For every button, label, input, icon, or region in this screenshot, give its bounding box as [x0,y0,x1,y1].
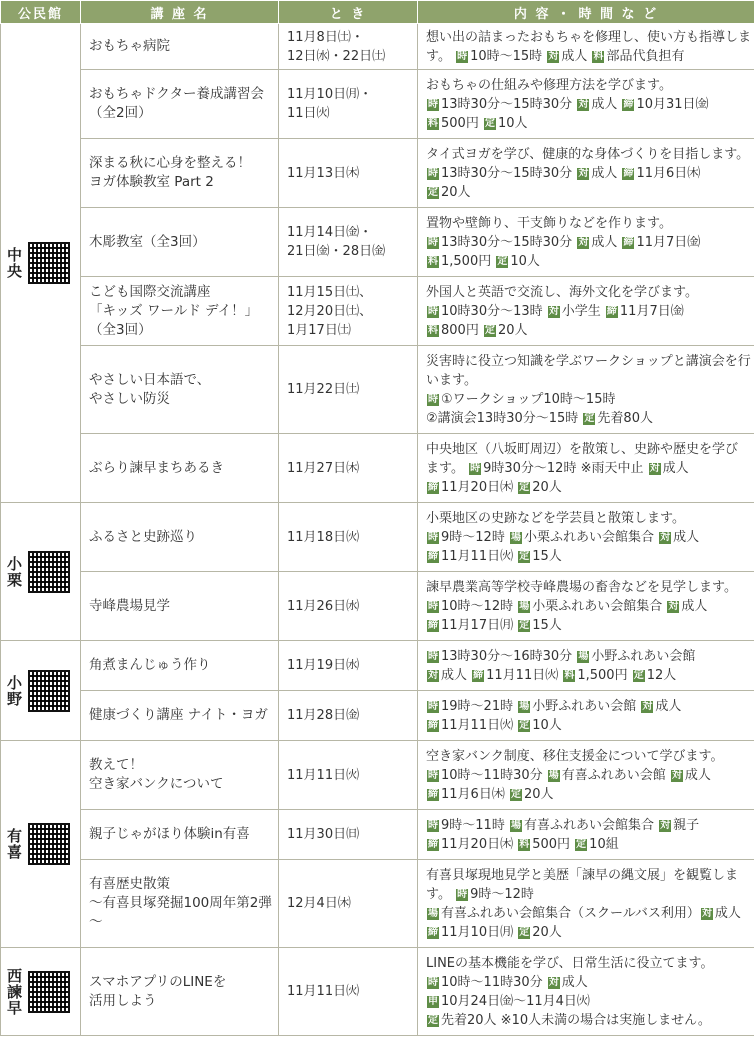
course-details [418,810,754,860]
details-line [426,866,750,885]
details-text: 11月6日㈭ [441,786,509,802]
info-tag-icon: 定 [497,255,508,267]
details-text: 11月11日㈫ [486,667,563,683]
hall-name: 中央 [5,247,23,279]
info-tag-icon: 時 [428,393,438,405]
details-line [426,547,750,566]
qr-code-icon[interactable] [28,823,70,865]
table-row [1,24,754,70]
header-row [1,1,754,24]
details-text: ます。 [426,460,469,476]
table-row [1,741,754,810]
hall-block [5,551,78,593]
details-line [426,992,750,1011]
details-text: 10時～12時 [441,598,518,614]
info-tag-icon: 料 [519,838,530,850]
course-name: ぶらり諫早まちあるき [81,434,279,503]
details-text: 11月6日㈭ [636,165,701,181]
details-line [426,578,750,597]
details-text: 10時～11時30分 [441,974,547,990]
details-line [426,954,750,973]
details-text: 想い出の詰まったおもちゃを修理し、使い方も指導しま [426,29,752,45]
details-line [426,885,750,904]
table-row [1,503,754,572]
info-tag-icon: 対 [642,700,653,712]
hall-cell [1,741,81,948]
details-text: 20人 [441,184,471,200]
table-row [1,810,754,860]
info-tag-icon: 申 [428,995,438,1007]
info-tag-icon: 締 [623,236,634,248]
details-text: 10時30分～13時 [441,303,547,319]
details-line [426,647,750,666]
details-line [426,816,750,835]
course-date: 11月15日㈯、 12月20日㈯、 1月17日㈯ [279,277,418,346]
info-tag-icon: 対 [660,531,671,543]
hall-block [5,670,78,712]
course-name: スマホアプリのLINEを 活用しよう [81,948,279,1036]
details-text: 小野ふれあい会館 [532,698,641,714]
table-row [1,948,754,1036]
course-name: おもちゃドクター養成講習会 （全2回） [81,70,279,139]
course-details [418,641,754,691]
details-line [426,785,750,804]
info-tag-icon: 締 [428,619,438,631]
info-tag-icon: 対 [649,462,660,474]
details-text: す。 [426,886,456,902]
details-text: 成人 [681,598,708,614]
details-text: 20人 [523,786,554,802]
info-tag-icon: 料 [428,117,438,129]
details-line [426,923,750,942]
details-text: 成人 [591,165,622,181]
details-text: す。 [426,48,456,64]
course-details [418,434,754,503]
header-date: と き [279,1,418,24]
details-text: 12人 [646,667,677,683]
details-line [426,302,750,321]
details-line [426,459,750,478]
details-text: 小栗ふれあい会館集合 [532,598,667,614]
course-details [418,24,754,70]
details-text: 11月17日㈪ [441,617,518,633]
table-row [1,346,754,434]
course-name: 教えて！ 空き家バンクについて [81,741,279,810]
details-text: 15人 [532,548,562,564]
info-tag-icon: 定 [510,788,521,800]
details-text: 有喜ふれあい会館集合（スクールバス利用） [441,905,700,921]
course-date: 11月13日㈭ [279,139,418,208]
info-tag-icon: 対 [578,167,589,179]
course-date: 11月11日㈫ [279,948,418,1036]
header-details: 内 容 ・ 時 間 な ど [418,1,754,24]
info-tag-icon: 料 [428,255,438,267]
hall-name: 小栗 [5,555,23,588]
info-tag-icon: 時 [428,769,438,781]
info-tag-icon: 対 [578,236,589,248]
info-tag-icon: 時 [428,98,438,110]
info-tag-icon: 定 [428,1014,438,1026]
details-text: 20人 [497,322,528,338]
info-tag-icon: 時 [428,700,438,712]
course-date: 11月22日㈯ [279,346,418,434]
info-tag-icon: 対 [548,976,559,988]
info-tag-icon: 締 [623,98,634,110]
details-text: 部品代負担有 [606,48,685,64]
details-line [426,352,750,371]
details-line [426,666,750,685]
table-row [1,70,754,139]
qr-code-icon[interactable] [28,242,70,284]
course-name: 健康づくり講座 ナイト・ヨガ [81,691,279,741]
details-line [426,233,750,252]
course-details [418,277,754,346]
info-tag-icon: 場 [510,531,521,543]
details-text: 800円 [441,322,483,338]
course-date: 11月14日㈮・ 21日㈮・28日㈮ [279,208,418,277]
info-tag-icon: 時 [457,888,468,900]
info-tag-icon: 締 [428,838,438,850]
info-tag-icon: 時 [428,167,438,179]
course-date: 11月27日㈭ [279,434,418,503]
course-date: 11月30日㈰ [279,810,418,860]
details-text: 11月11日㈫ [441,548,518,564]
details-line [426,1011,750,1030]
details-line [426,835,750,854]
qr-code-icon[interactable] [28,971,70,1013]
details-text: 11月7日㈮ [636,234,701,250]
info-tag-icon: 定 [519,481,530,493]
details-text: 20人 [532,479,562,495]
details-line [426,114,750,133]
hall-cell [1,503,81,641]
details-line [426,716,750,735]
details-text: 成人 [441,667,472,683]
course-name: 寺峰農場見学 [81,572,279,641]
qr-code-icon[interactable] [28,551,70,593]
details-text: ①ワークショップ10時～15時 [441,391,616,407]
details-line [426,509,750,528]
info-tag-icon: 締 [428,481,438,493]
table-row [1,434,754,503]
hall-cell [1,948,81,1036]
details-text: 置物や壁飾り、干支飾りなどを作ります。 [426,215,672,231]
course-name: 深まる秋に心身を整える！ ヨガ体験教室 Part 2 [81,139,279,208]
details-text: 小野ふれあい会館 [591,648,696,664]
details-text: 10人 [497,115,528,131]
course-name: おもちゃ病院 [81,24,279,70]
info-tag-icon: 時 [428,531,438,543]
details-text: 10人 [532,717,562,733]
course-date: 11月19日㈬ [279,641,418,691]
course-date: 12月4日㈭ [279,860,418,948]
course-details [418,741,754,810]
details-line [426,214,750,233]
details-text: 外国人と英語で交流し、海外文化を学びます。 [426,284,698,300]
details-text: 10時～15時 [470,48,547,64]
info-tag-icon: 締 [428,926,438,938]
details-line [426,145,750,164]
details-text: 災害時に役立つ知識を学ぶワークショップと講演会を行 [426,353,751,369]
course-date: 11月18日㈫ [279,503,418,572]
details-line [426,766,750,785]
course-details [418,503,754,572]
course-name: やさしい日本語で、 やさしい防災 [81,346,279,434]
details-line [426,597,750,616]
info-tag-icon: 時 [457,50,468,62]
details-text: 20人 [532,924,562,940]
info-tag-icon: 料 [428,324,438,336]
course-details [418,139,754,208]
course-details [418,208,754,277]
details-text: 1,500円 [577,667,632,683]
info-tag-icon: 定 [519,619,530,631]
details-text: 諫早農業高等学校寺峰農場の畜舎などを見学します。 [426,579,737,595]
details-text: 親子 [673,817,700,833]
info-tag-icon: 定 [633,669,644,681]
info-tag-icon: 時 [428,236,438,248]
details-line [426,164,750,183]
info-tag-icon: 対 [548,50,559,62]
details-text: ②講演会13時30分～15時 [426,410,583,426]
info-tag-icon: 時 [428,976,438,988]
header-hall: 公民館 [1,1,81,24]
details-text: 10時～11時30分 [441,767,547,783]
hall-block [5,823,78,865]
details-text: 500円 [441,115,483,131]
details-text: 10月31日㈮ [636,96,709,112]
table-row [1,860,754,948]
info-tag-icon: 料 [593,50,604,62]
course-name: こども国際交流講座 「キッズ ワールド デイ！」 （全3回） [81,277,279,346]
info-tag-icon: 締 [623,167,634,179]
info-tag-icon: 時 [470,462,481,474]
details-line [426,616,750,635]
details-text: 1,500円 [441,253,496,269]
info-tag-icon: 対 [668,600,679,612]
details-text: 11月11日㈫ [441,717,518,733]
table-row [1,208,754,277]
hall-block [5,242,78,284]
details-line [426,252,750,271]
course-details [418,70,754,139]
hall-name: 西諫早 [5,967,23,1016]
details-text: 成人 [662,460,689,476]
details-line [426,371,750,390]
hall-block [5,968,78,1016]
info-tag-icon: 締 [473,669,484,681]
details-line [426,440,750,459]
details-text: 成人 [684,767,711,783]
details-text: 成人 [591,96,622,112]
details-text: 9時～12時 [441,529,509,545]
info-tag-icon: 締 [428,719,438,731]
details-line [426,904,750,923]
table-row [1,691,754,741]
info-tag-icon: 時 [428,600,438,612]
details-text: 10組 [589,836,619,852]
details-text: 中央地区（八坂町周辺）を散策し、史跡や歴史を学び [426,441,739,457]
info-tag-icon: 時 [428,819,438,831]
table-row [1,139,754,208]
course-details [418,860,754,948]
course-details [418,948,754,1036]
info-tag-icon: 場 [428,907,438,919]
details-text: 小学生 [561,303,605,319]
details-text: 11月20日㈭ [441,836,518,852]
info-tag-icon: 時 [428,650,438,662]
details-line [426,283,750,302]
info-tag-icon: 場 [578,650,589,662]
details-text: 9時30分～12時 ※雨天中止 [483,460,648,476]
course-name: 有喜歴史散策 ～有喜貝塚発掘100周年第2弾～ [81,860,279,948]
details-text: 成人 [714,905,741,921]
details-text: 先着20人 ※10人未満の場合は実施しません。 [441,1012,711,1028]
details-text: 空き家バンク制度、移住支援金について学びます。 [426,748,724,764]
course-date: 11月8日㈯・ 12日㈬・22日㈯ [279,24,418,70]
info-tag-icon: 締 [606,305,617,317]
details-line [426,183,750,202]
info-tag-icon: 対 [660,819,671,831]
info-tag-icon: 定 [576,838,587,850]
info-tag-icon: 定 [428,186,438,198]
info-tag-icon: 対 [428,669,438,681]
details-text: 500円 [532,836,575,852]
details-text: 小栗地区の史跡などを学芸員と散策します。 [426,510,685,526]
info-tag-icon: 定 [484,117,495,129]
course-details [418,572,754,641]
info-tag-icon: 定 [584,412,595,424]
details-text: 成人 [561,48,592,64]
details-line [426,747,750,766]
details-text: 19時～21時 [441,698,518,714]
details-text: 有喜ふれあい会館集合 [523,817,659,833]
course-name: 親子じゃがほり体験in有喜 [81,810,279,860]
details-text: 9時～12時 [470,886,534,902]
details-line [426,528,750,547]
details-text: 10人 [510,253,540,269]
course-date: 11月10日㈪・ 11日㈫ [279,70,418,139]
details-text: 10月24日㈮～11月4日㈫ [441,993,590,1009]
info-tag-icon: 定 [519,550,530,562]
info-tag-icon: 定 [519,926,530,938]
course-date: 11月11日㈫ [279,741,418,810]
details-text: 13時30分～15時30分 [441,165,577,181]
details-text: 11月7日㈮ [619,303,684,319]
info-tag-icon: 場 [548,769,559,781]
qr-code-icon[interactable] [28,670,70,712]
info-tag-icon: 定 [519,719,530,731]
details-line [426,409,750,428]
details-line [426,321,750,340]
hall-cell [1,24,81,503]
details-text: 11月20日㈭ [441,479,518,495]
info-tag-icon: 場 [510,819,521,831]
details-line [426,28,750,47]
details-line [426,95,750,114]
header-course-name: 講 座 名 [81,1,279,24]
hall-name: 有喜 [5,828,23,860]
info-tag-icon: 対 [701,907,712,919]
table-body [1,24,754,1036]
info-tag-icon: 料 [564,669,575,681]
details-text: 有喜貝塚現地見学と美歴「諫早の縄文展」を観覧しま [426,867,739,883]
info-tag-icon: 場 [519,600,530,612]
course-name: 木彫教室（全3回） [81,208,279,277]
details-line [426,76,750,95]
info-tag-icon: 対 [578,98,589,110]
details-line [426,478,750,497]
info-tag-icon: 対 [671,769,682,781]
hall-name: 小野 [5,674,23,707]
details-text: 15人 [532,617,562,633]
details-text: 成人 [591,234,622,250]
details-text: 有喜ふれあい会館 [561,767,670,783]
course-details [418,346,754,434]
table-row [1,277,754,346]
details-text: LINEの基本機能を学び、日常生活に役立てます。 [426,955,714,971]
details-line [426,697,750,716]
details-text: タイ式ヨガを学び、健康的な身体づくりを目指します。 [426,146,750,162]
details-text: 13時30分～16時30分 [441,648,577,664]
course-date: 11月28日㈮ [279,691,418,741]
info-tag-icon: 締 [428,550,438,562]
details-text: 11月10日㈪ [441,924,518,940]
details-text: 成人 [673,529,700,545]
details-text: 小栗ふれあい会館集合 [523,529,659,545]
details-text: 成人 [655,698,682,714]
details-line [426,47,750,66]
details-text: 先着80人 [597,410,653,426]
details-line [426,973,750,992]
info-tag-icon: 時 [428,305,438,317]
details-text: 9時～11時 [441,817,509,833]
course-name: 角煮まんじゅう作り [81,641,279,691]
info-tag-icon: 締 [428,788,438,800]
details-text: います。 [426,372,477,388]
details-text: 13時30分～15時30分 [441,96,577,112]
course-details [418,691,754,741]
details-text: 成人 [561,974,588,990]
details-text: 13時30分～15時30分 [441,234,577,250]
details-text: おもちゃの仕組みや修理方法を学びます。 [426,77,672,93]
table-row [1,572,754,641]
info-tag-icon: 定 [484,324,495,336]
info-tag-icon: 場 [519,700,530,712]
details-line [426,390,750,409]
course-name: ふるさと史跡巡り [81,503,279,572]
table-row [1,641,754,691]
hall-cell [1,641,81,741]
info-tag-icon: 対 [548,305,559,317]
course-date: 11月26日㈬ [279,572,418,641]
